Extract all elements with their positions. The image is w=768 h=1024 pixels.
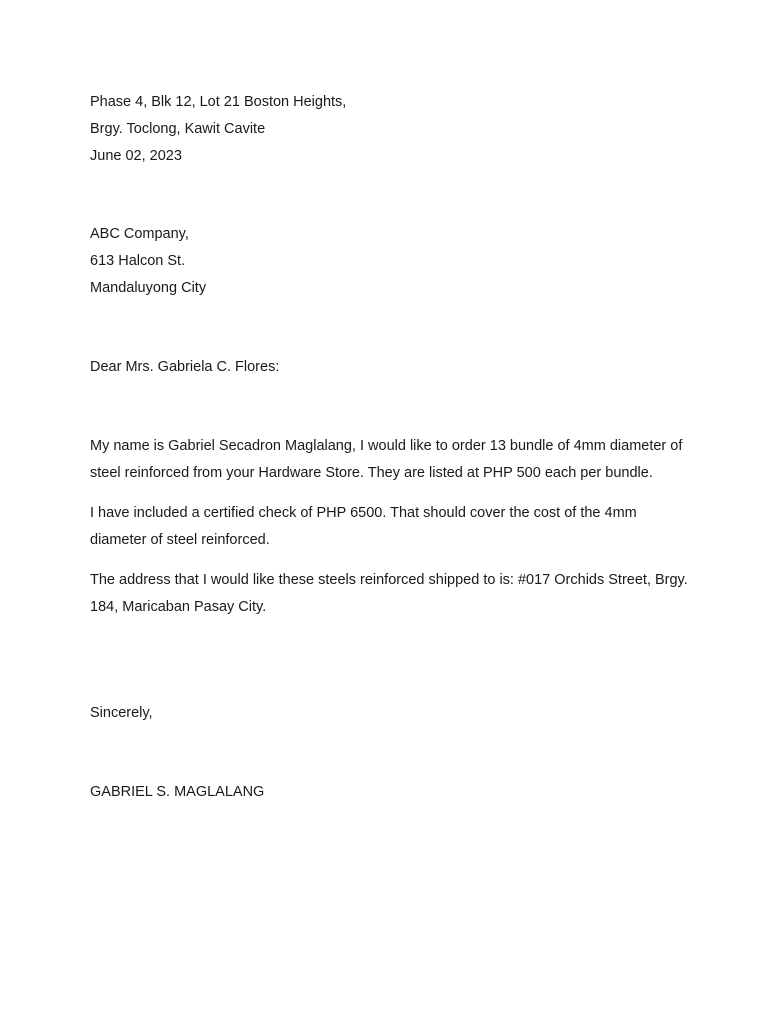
sender-address-line-1: Phase 4, Blk 12, Lot 21 Boston Heights,	[90, 94, 347, 110]
letter-date: June 02, 2023	[90, 148, 182, 164]
recipient-street: 613 Halcon St.	[90, 253, 186, 269]
sender-address-line-2: Brgy. Toclong, Kawit Cavite	[90, 121, 266, 137]
salutation-block	[90, 354, 690, 381]
recipient-city: Mandaluyong City	[90, 280, 207, 296]
body-paragraph-order: My name is Gabriel Secadron Maglalang, I would like to order 13 bundle of 4mm diameter of steel reinforced from your Hardware Store. They are listed at PHP 500 each per bundle.	[90, 438, 683, 481]
complimentary-close: Sincerely,	[90, 705, 153, 721]
signatory-name: GABRIEL S. MAGLALANG	[90, 784, 265, 800]
signature-block	[90, 779, 690, 806]
salutation: Dear Mrs. Gabriela C. Flores:	[90, 359, 280, 375]
recipient-address-block	[90, 221, 690, 302]
letter-body	[90, 433, 690, 634]
body-paragraph-payment: I have included a certified check of PHP 6500. That should cover the cost of the 4mm diameter of steel reinforced.	[90, 505, 637, 548]
closing-block	[90, 700, 690, 727]
sender-address-block	[90, 89, 690, 170]
recipient-company: ABC Company,	[90, 226, 189, 242]
body-paragraph-shipping: The address that I would like these steels reinforced shipped to is: #017 Orchids Street, Brgy. 184, Maricaban Pasay City.	[90, 572, 688, 615]
